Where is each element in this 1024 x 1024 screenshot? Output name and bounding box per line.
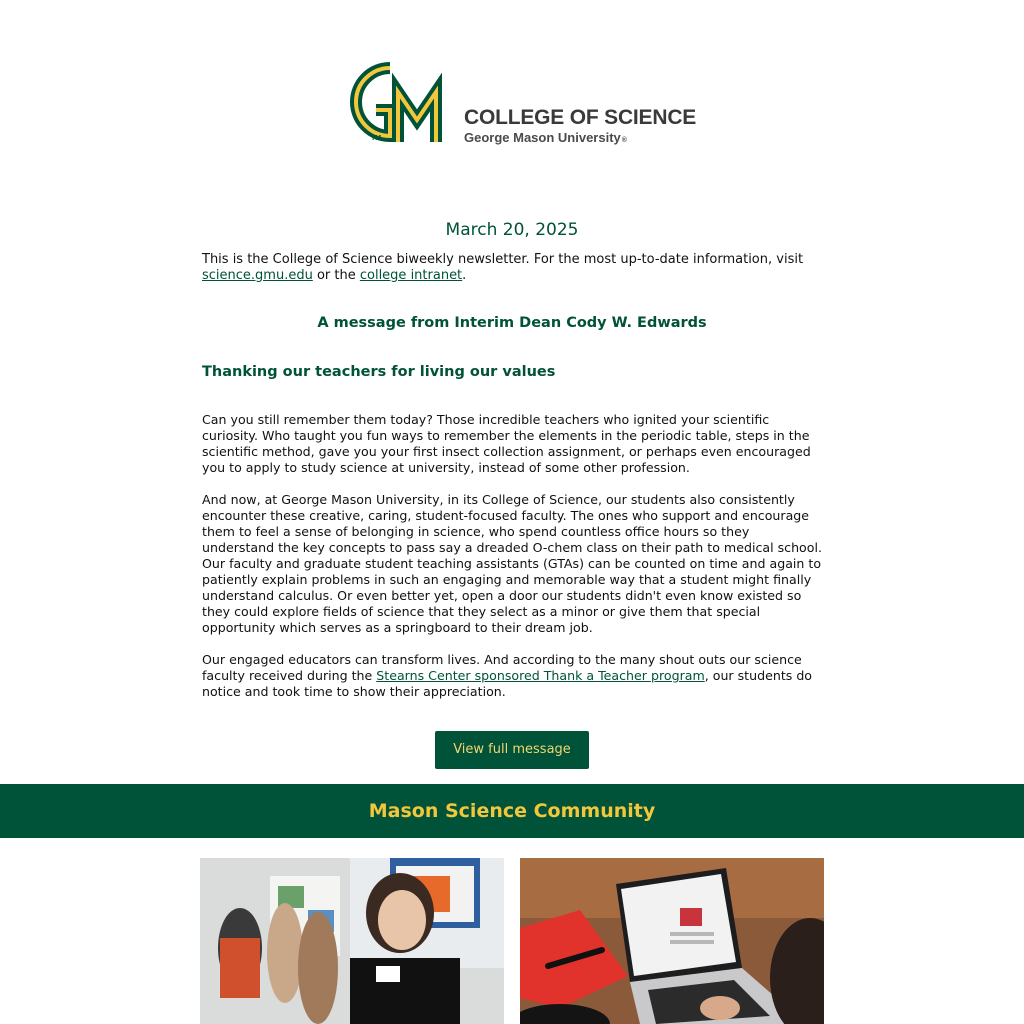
trademark-mark: TM <box>371 135 382 142</box>
article-paragraph-3 <box>202 652 824 700</box>
intro-paragraph <box>202 252 824 284</box>
logo-subtitle <box>464 130 627 145</box>
poster-session-photo[interactable] <box>200 858 504 1024</box>
gm-monogram-icon <box>340 58 460 148</box>
dean-message-heading: A message from Interim Dean Cody W. Edwards <box>317 315 707 331</box>
community-section-title: Mason Science Community <box>368 800 656 822</box>
paragraph-3-text-after: , our students do notice and took time to show their appreciation. <box>202 668 813 699</box>
article-title: Thanking our teachers for living our values <box>202 364 556 380</box>
thank-a-teacher-link[interactable]: Stearns Center sponsored Thank a Teacher program <box>376 668 705 683</box>
college-of-science-logo <box>340 58 697 150</box>
intro-text-before: This is the College of Science biweekly newsletter. For the most up-to-date information, visit <box>202 252 804 267</box>
logo-title: COLLEGE OF SCIENCE <box>464 106 697 129</box>
intro-text-middle: or the <box>312 268 360 283</box>
view-full-message-button[interactable]: View full message <box>435 731 589 769</box>
logo-subtitle-text: George Mason University <box>464 130 621 145</box>
registered-mark: ® <box>621 137 627 144</box>
intro-text-after: . <box>462 268 467 283</box>
science-site-link[interactable]: science.gmu.edu <box>202 268 313 283</box>
poster-session-image <box>200 858 504 1024</box>
laptop-image <box>520 858 824 1024</box>
newsletter-date: March 20, 2025 <box>445 220 579 240</box>
community-section-banner <box>0 784 1024 838</box>
college-intranet-link[interactable]: college intranet <box>359 268 463 283</box>
paragraph-3-text-before: Our engaged educators can transform lives. And according to the many shout outs our science faculty received during the <box>202 652 802 683</box>
laptop-photo[interactable] <box>520 858 824 1024</box>
article-paragraph-2: And now, at George Mason University, in its College of Science, our students also consistently encounter these creative, caring, student-focused faculty. The ones who support and encourage them to feel a sense of belonging in science, who spend countless office hours so they understand the key concepts to pass say a dreaded O-chem class on their path to medical school. Our faculty and graduate student teaching assistants (GTAs) can be counted on time and again to patiently explain problems in such an engaging and memorable way that a student might finally understand calculus. Or even better yet, open a door our students didn't even know existed so they could explore fields of science that they select as a minor or give them that special opportunity which serves as a springboard to their dream job. <box>202 492 822 635</box>
article-paragraph-1: Can you still remember them today? Those incredible teachers who ignited your scientific curiosity. Who taught you fun ways to remember the elements in the periodic table, steps in the scientific method, gave you your first insect collection assignment, or perhaps even encouraged you to apply to study science at university, instead of some other profession. <box>202 412 811 475</box>
